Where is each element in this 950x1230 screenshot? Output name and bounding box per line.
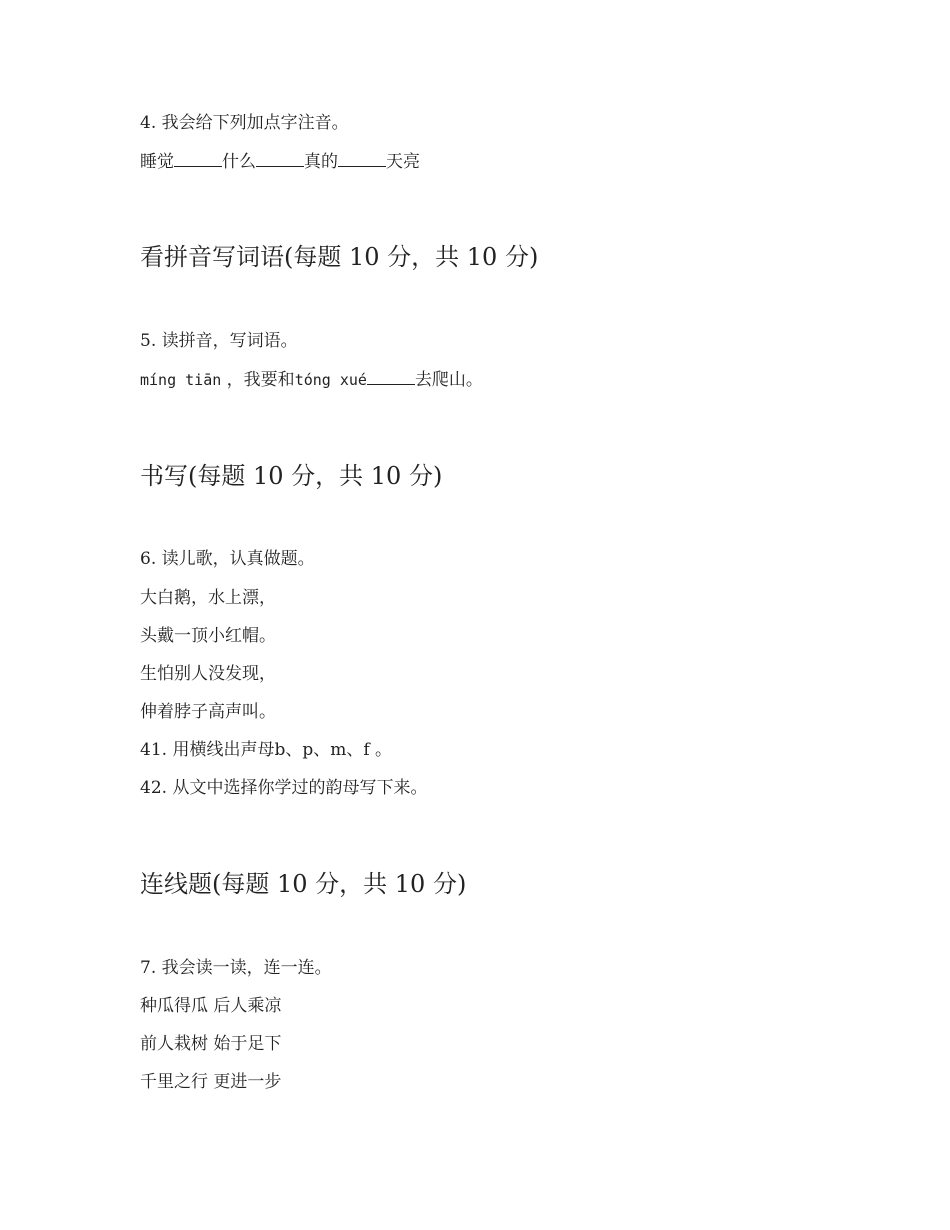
matching-row-3: 千里之行 更进一步: [140, 1072, 282, 1092]
question-7-prompt: 7. 我会读一读，连一连。: [140, 958, 332, 978]
word-1: 睡觉: [140, 152, 174, 172]
sentence-part-2: 去爬山。: [414, 370, 483, 390]
poem-line-4: 伸着脖子高声叫。: [140, 702, 276, 722]
answer-blank-3[interactable]: [338, 150, 386, 167]
question-6-sub-42: 42. 从文中选择你学过的韵母写下来。: [140, 778, 428, 798]
word-4: 天亮: [386, 152, 420, 172]
answer-blank-1[interactable]: [174, 150, 222, 167]
pinyin-ming-tian: míng tiān: [140, 371, 222, 389]
question-4-words: [140, 150, 420, 173]
sentence-part-1: ，我要和: [221, 370, 295, 390]
poem-line-3: 生怕别人没发现，: [140, 664, 276, 684]
matching-row-1: 种瓜得瓜 后人乘凉: [140, 996, 282, 1016]
question-5-sentence: [140, 368, 483, 391]
question-4-prompt: 4. 我会给下列加点字注音。: [140, 113, 349, 133]
question-6-prompt: 6. 读儿歌，认真做题。: [140, 549, 315, 569]
question-5-prompt: 5. 读拼音，写词语。: [140, 331, 298, 351]
word-3: 真的: [304, 152, 338, 172]
answer-blank-2[interactable]: [256, 150, 304, 167]
answer-blank-tong-xue[interactable]: [367, 368, 415, 385]
word-2: 什么: [222, 152, 256, 172]
question-6-sub-41: 41. 用横线出声母b、p、m、f 。: [140, 740, 393, 760]
section-heading-pinyin: 看拼音写词语(每题 10 分，共 10 分): [140, 243, 539, 271]
pinyin-tong-xue: tóng xué: [294, 371, 367, 389]
poem-line-1: 大白鹅，水上漂，: [140, 588, 276, 608]
section-heading-writing: 书写(每题 10 分，共 10 分): [140, 462, 443, 490]
section-heading-matching: 连线题(每题 10 分，共 10 分): [140, 870, 467, 898]
poem-line-2: 头戴一顶小红帽。: [140, 626, 276, 646]
matching-row-2: 前人栽树 始于足下: [140, 1034, 282, 1054]
